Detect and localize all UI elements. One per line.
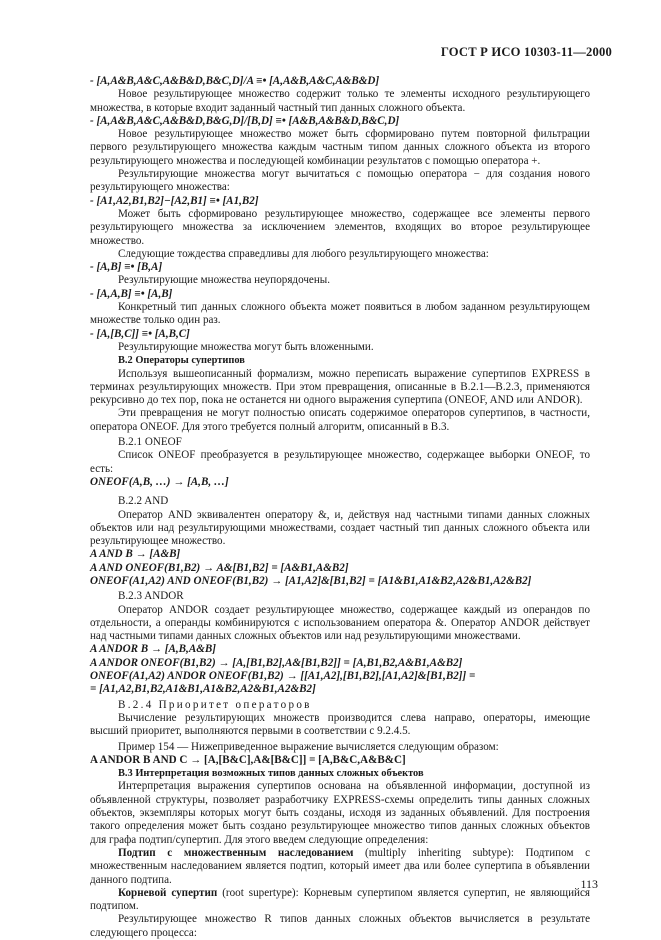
- paragraph: Интерпретация выражения супертипов основана на объявленной информации, доступной из объявленной структуры, позволяет разработчику EXPRESS-схемы определить типы данных сложных объектов, экземпляры которых могут быть созданы, исходя из заданных объявлений. Для построения такого определения может быть создано результирующее множество типов данных сложных объектов для графа подтип/супертип. Для этого введем следующие определения:: [90, 780, 590, 846]
- paragraph: Конкретный тип данных сложного объекта может появиться в любом заданном результирующем множестве только один раз.: [90, 301, 590, 327]
- paragraph: Список ONEOF преобразуется в результирующее множество, содержащее выборки ONEOF, то есть:: [90, 449, 590, 475]
- definition: [90, 887, 590, 914]
- subsection-heading: B.2.2 AND: [118, 495, 169, 508]
- definition: [90, 847, 590, 887]
- paragraph: Следующие тождества справедливы для любого результирующего множества:: [118, 247, 489, 260]
- formula-line: A AND B → [A&B]: [90, 548, 181, 561]
- spacer: [90, 489, 590, 493]
- section-heading: B.2 Операторы супертипов: [118, 355, 245, 367]
- formula-line: ONEOF(A,B, …) → [A,B, …]: [90, 475, 229, 488]
- section-heading: B.3 Интерпретация возможных типов данных сложных объектов: [118, 768, 424, 780]
- definition-text: (multiply inheriting subtype): Подтипом с множественным наследованием является подтип, который имеет два или более супертипа в объявлении данного подтипа.: [90, 846, 590, 886]
- formula-line: A AND ONEOF(B1,B2) → A&[B1,B2] = [A&B1,A&B2]: [90, 561, 349, 574]
- paragraph: Результирующие множества неупорядочены.: [118, 274, 331, 287]
- paragraph: Вычисление результирующих множеств производится слева направо, операторы, имеющие высший приоритет, выполняются первыми в соответствии с 9.2.4.5.: [90, 711, 590, 738]
- formula-line: A ANDOR ONEOF(B1,B2) → [A,[B1,B2],A&[B1,B2]] = [A,B1,B2,A&B1,A&B2]: [90, 656, 463, 669]
- formula-line: ONEOF(A1,A2) AND ONEOF(B1,B2) → [A1,A2]&[B1,B2] = [A1&B1,A1&B2,A2&B1,A2&B2]: [90, 574, 532, 587]
- formula-line: - [A,B] ≡• [B,A]: [90, 261, 163, 274]
- paragraph: Результирующее множество R типов данных сложных объектов вычисляется в результате следующего процесса:: [90, 913, 590, 939]
- paragraph: Результирующие множества могут быть вложенными.: [118, 340, 374, 353]
- definition-term: Корневой супертип: [118, 886, 218, 899]
- formula-line: A ANDOR B AND C → [A,[B&C],A&[B&C]] = [A,B&C,A&B&C]: [90, 753, 406, 766]
- example-note: Пример 154 — Нижеприведенное выражение вычисляется следующим образом:: [118, 740, 499, 753]
- paragraph: Результирующие множества могут вычитаться с помощью оператора − для создания нового результирующего множества:: [90, 168, 590, 194]
- standard-header: ГОСТ Р ИСО 10303-11—2000: [440, 45, 612, 59]
- formula-line: - [A,A&B,A&C,A&B&D,B&G,D]/[B,D] ≡• [A&B,A&B&D,B&C,D]: [90, 114, 400, 127]
- paragraph: Используя вышеописанный формализм, можно переписать выражение супертипов EXPRESS в терминах результирующих множеств. При этом превращения, описанные в B.2.1—B.2.3, применяются рекурсивно до тех пор, пока не останется ни одного выражения супертипа (ONEOF, AND или ANDOR).: [90, 367, 590, 407]
- paragraph: Новое результирующее множество может быть сформировано путем повторной фильтрации первого результирующего множества каждым частным типом данных сложного объекта из второго результирующего множества и последующей комбинации результатов с помощью оператора +.: [90, 128, 590, 167]
- page-content: [90, 75, 590, 940]
- formula-line: A ANDOR B → [A,B,A&B]: [90, 643, 216, 656]
- formula-line: - [A,[B,C]] ≡• [A,B,C]: [90, 327, 190, 340]
- subsection-heading: B.2.1 ONEOF: [118, 436, 182, 449]
- definition-text: (root supertype): Корневым супертипом является супертип, не являющийся подтипом.: [90, 886, 590, 913]
- subsection-heading: B.2.3 ANDOR: [118, 590, 184, 603]
- subsection-heading: B.2.4 Приоритет операторов: [118, 698, 312, 711]
- paragraph: Эти превращения не могут полностью описать содержимое операторов супертипов, в частности, оператора ONEOF. Для этого требуется полный алгоритм, описанный в B.3.: [90, 407, 590, 433]
- formula-line: ONEOF(A1,A2) ANDOR ONEOF(B1,B2) → [[A1,A2],[B1,B2],[A1,A2]&[B1,B2]] =: [90, 670, 476, 683]
- formula-line: = [A1,A2,B1,B2,A1&B1,A1&B2,A2&B1,A2&B2]: [90, 683, 316, 696]
- page-number: 113: [580, 876, 598, 891]
- paragraph: Оператор AND эквивалентен оператору &, и, действуя над частными типами данных сложных объектов или над результирующими множествами, создает частный тип данных сложного объекта или результирующее множество.: [90, 508, 590, 548]
- formula-line: - [A,A,B] ≡• [A,B]: [90, 287, 173, 300]
- paragraph: Новое результирующее множество содержит только те элементы исходного результирующего множества, в которые входит заданный частный тип данных сложного объекта.: [90, 88, 590, 114]
- definition-term: Подтип с множественным наследованием: [118, 846, 354, 859]
- formula-line: - [A,A&B,A&C,A&B&D,B&C,D]/A ≡• [A,A&B,A&C,A&B&D]: [90, 75, 380, 87]
- paragraph: Может быть сформировано результирующее множество, содержащее все элементы первого результирующего множества за исключением элементов, входящих во второе результирующее множество.: [90, 207, 590, 247]
- paragraph: Оператор ANDOR создает результирующее множество, содержащее каждый из операндов по отдельности, а операнды комбинируются с использованием оператора &. Оператор ANDOR действует над частными типами данных сложных объектов или над результирующими множествами.: [90, 603, 590, 643]
- formula-line: - [A1,A2,B1,B2]−[A2,B1] ≡• [A1,B2]: [90, 194, 259, 207]
